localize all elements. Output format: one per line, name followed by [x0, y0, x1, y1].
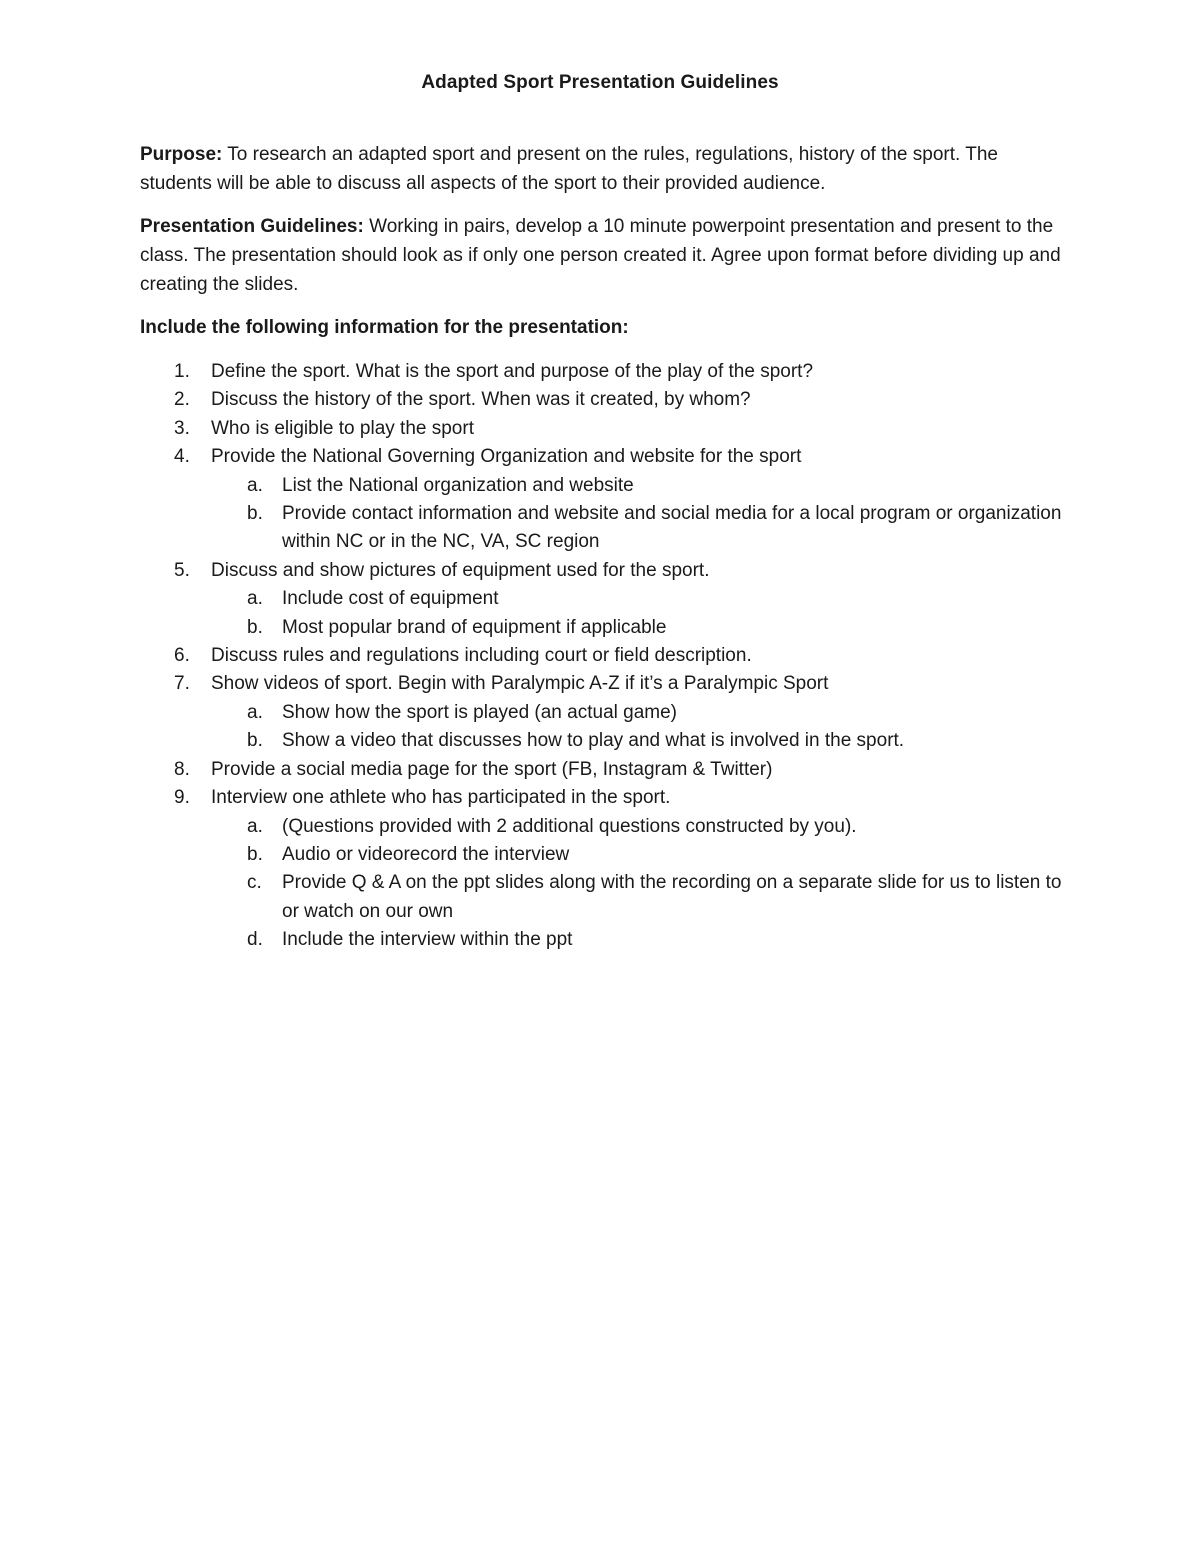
guidelines-paragraph: [140, 212, 1070, 299]
sub-list-item: [211, 699, 1070, 727]
list-item-number: 7.: [174, 673, 190, 695]
sub-list-item-text: Show how the sport is played (an actual game): [282, 701, 677, 723]
list-item-number: 8.: [174, 758, 190, 780]
list-item-number: 4.: [174, 446, 190, 468]
sub-list-item: [211, 926, 1070, 954]
requirements-list: [140, 358, 1070, 955]
sub-list: [211, 813, 1070, 955]
sub-list-item-text: Include the interview within the ppt: [282, 929, 573, 951]
list-item-number: 9.: [174, 787, 190, 809]
sub-list-item-letter: a.: [247, 815, 263, 837]
sub-list-item: [211, 585, 1070, 613]
list-item: [140, 756, 1070, 784]
sub-list-item: [211, 841, 1070, 869]
include-heading: Include the following information for the presentation:: [140, 317, 629, 338]
purpose-paragraph: [140, 140, 1070, 198]
sub-list-item-text: Show a video that discusses how to play and what is involved in the sport.: [282, 730, 905, 752]
sub-list-item-text: Most popular brand of equipment if applicable: [282, 616, 667, 638]
sub-list-item-letter: a.: [247, 701, 263, 723]
list-item-text: Who is eligible to play the sport: [211, 417, 474, 439]
list-item-number: 3.: [174, 417, 190, 439]
sub-list-item-letter: b.: [247, 843, 263, 865]
list-item: [140, 386, 1070, 414]
sub-list-item-letter: c.: [247, 872, 262, 894]
list-item: [140, 443, 1070, 557]
sub-list: [211, 472, 1070, 557]
sub-list-item: [211, 472, 1070, 500]
sub-list-item-letter: a.: [247, 588, 263, 610]
sub-list-item-letter: a.: [247, 474, 263, 496]
sub-list-item-text: Include cost of equipment: [282, 588, 499, 610]
list-item-number: 1.: [174, 361, 190, 382]
list-item-text: Provide a social media page for the sport (FB, Instagram & Twitter): [211, 758, 773, 780]
sub-list-item-letter: d.: [247, 929, 263, 951]
sub-list-item-text: Audio or videorecord the interview: [282, 843, 570, 865]
document-title: Adapted Sport Presentation Guidelines: [421, 72, 779, 93]
list-item-text: Interview one athlete who has participated in the sport.: [211, 787, 671, 809]
sub-list-item-text: (Questions provided with 2 additional questions constructed by you).: [282, 815, 857, 837]
purpose-text: To research an adapted sport and present on the rules, regulations, history of the sport. The students will be able to discuss all aspects of the sport to their provided audience.: [140, 144, 998, 194]
sub-list: [211, 585, 1070, 642]
list-item: [140, 415, 1070, 443]
list-item: [140, 642, 1070, 670]
guidelines-label: Presentation Guidelines:: [140, 216, 364, 237]
list-item-number: 2.: [174, 389, 190, 411]
sub-list-item-letter: b.: [247, 503, 263, 525]
list-item-text: Show videos of sport. Begin with Paralympic A-Z if it’s a Paralympic Sport: [211, 673, 829, 695]
sub-list-item: [211, 869, 1070, 926]
list-item: [140, 358, 1070, 386]
sub-list-item-letter: b.: [247, 730, 263, 752]
document-body: [140, 140, 1070, 955]
sub-list-item-text: List the National organization and website: [282, 474, 634, 496]
sub-list-item: [211, 727, 1070, 755]
list-item-number: 5.: [174, 559, 190, 581]
sub-list-item: [211, 500, 1070, 557]
sub-list: [211, 699, 1070, 756]
sub-list-item-letter: b.: [247, 616, 263, 638]
list-item-text: Define the sport. What is the sport and purpose of the play of the sport?: [211, 361, 814, 382]
list-item: [140, 557, 1070, 642]
list-item: [140, 670, 1070, 755]
guidelines-text: Working in pairs, develop a 10 minute powerpoint presentation and present to the class. The presentation should look as if only one person created it. Agree upon format before dividing up and creating the slides.: [140, 216, 1061, 295]
sub-list-item-text: Provide contact information and website and social media for a local program or organization within NC or in the NC, VA, SC region: [282, 503, 1062, 553]
purpose-label: Purpose:: [140, 144, 223, 165]
list-item-text: Provide the National Governing Organization and website for the sport: [211, 446, 802, 468]
sub-list-item-text: Provide Q & A on the ppt slides along with the recording on a separate slide for us to listen to or watch on our own: [282, 872, 1062, 922]
sub-list-item: [211, 813, 1070, 841]
list-item-text: Discuss rules and regulations including court or field description.: [211, 645, 752, 667]
list-item-text: Discuss the history of the sport. When was it created, by whom?: [211, 389, 751, 411]
list-item-number: 6.: [174, 645, 190, 667]
list-item-text: Discuss and show pictures of equipment used for the sport.: [211, 559, 710, 581]
list-item: [140, 784, 1070, 954]
sub-list-item: [211, 614, 1070, 642]
